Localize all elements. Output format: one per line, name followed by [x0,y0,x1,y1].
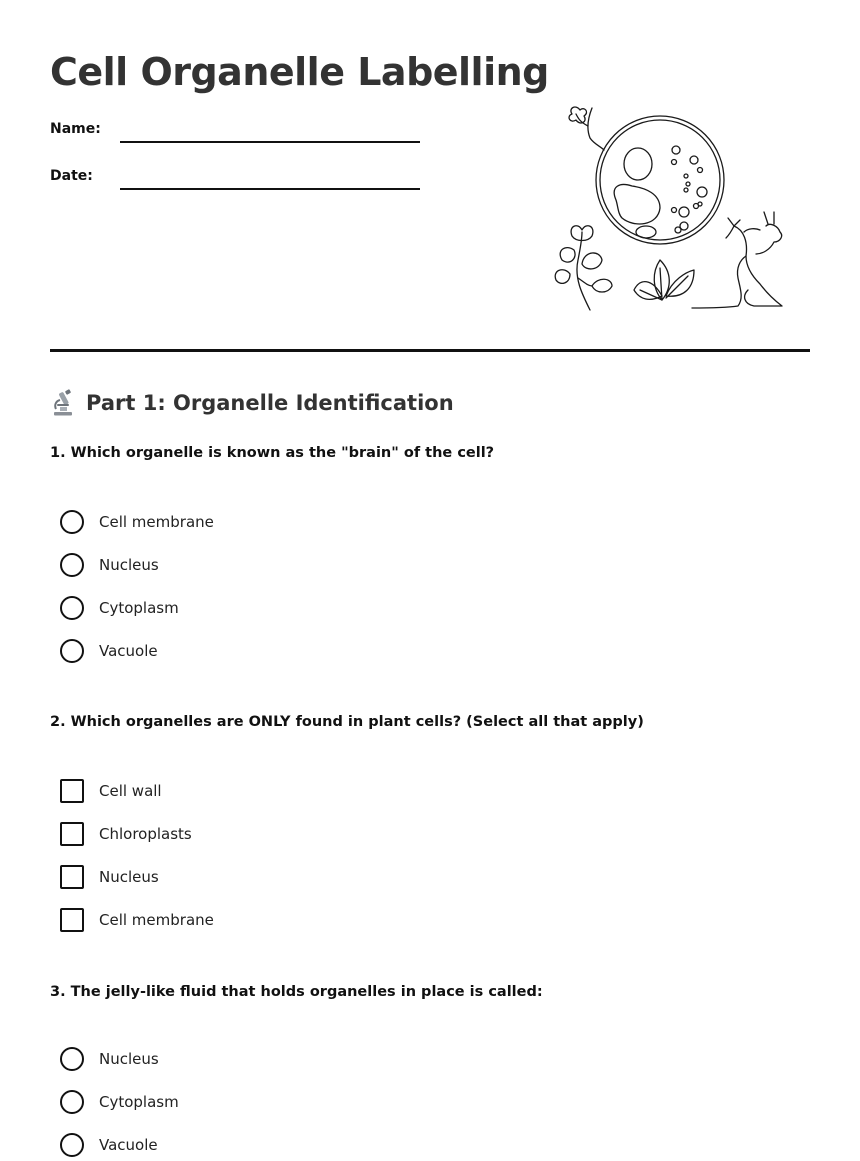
worksheet-title: Cell Organelle Labelling [50,50,549,94]
kangaroo-icon [692,212,782,308]
q3-option-vacuole[interactable] [60,1132,158,1158]
date-line[interactable] [120,188,420,190]
radio-button[interactable] [60,510,84,534]
leaf-icon [634,260,694,300]
part1-title [50,389,454,417]
q3-option-nucleus[interactable] [60,1046,159,1072]
q2-option-cell-wall[interactable] [60,778,162,804]
option-label: Cell wall [99,782,162,800]
radio-button[interactable] [60,596,84,620]
q1-option-nucleus[interactable] [60,552,159,578]
radio-button[interactable] [60,639,84,663]
q2-option-nucleus[interactable] [60,864,159,890]
flower-sprig-icon [569,107,604,150]
option-label: Nucleus [99,868,159,886]
name-line[interactable] [120,141,420,143]
option-label: Cell membrane [99,513,214,531]
part1-title-text: Part 1: Organelle Identification [86,391,454,415]
cell-icon [596,116,724,244]
checkbox[interactable] [60,822,84,846]
name-label: Name: [50,121,101,137]
q1-option-cytoplasm[interactable] [60,595,179,621]
radio-button[interactable] [60,1133,84,1157]
option-label: Chloroplasts [99,825,192,843]
option-label: Cytoplasm [99,599,179,617]
question-1: 1. Which organelle is known as the "brain" of the cell? [50,445,495,461]
q3-option-cytoplasm[interactable] [60,1089,179,1115]
q1-option-vacuole[interactable] [60,638,158,664]
date-label: Date: [50,168,93,184]
option-label: Nucleus [99,556,159,574]
question-2: 2. Which organelles are ONLY found in plant cells? (Select all that apply) [50,714,644,730]
q2-option-chloroplasts[interactable] [60,821,192,847]
checkbox[interactable] [60,865,84,889]
microscope-icon [50,389,76,417]
cell-illustration [548,100,798,315]
q1-option-cell-membrane[interactable] [60,509,214,535]
option-label: Vacuole [99,642,158,660]
checkbox[interactable] [60,779,84,803]
checkbox[interactable] [60,908,84,932]
q2-option-cell-membrane[interactable] [60,907,214,933]
plant-icon [555,226,612,310]
option-label: Nucleus [99,1050,159,1068]
radio-button[interactable] [60,1090,84,1114]
question-3: 3. The jelly-like fluid that holds organelles in place is called: [50,984,543,1000]
radio-button[interactable] [60,1047,84,1071]
option-label: Vacuole [99,1136,158,1154]
radio-button[interactable] [60,553,84,577]
header-divider [50,349,810,352]
option-label: Cytoplasm [99,1093,179,1111]
option-label: Cell membrane [99,911,214,929]
